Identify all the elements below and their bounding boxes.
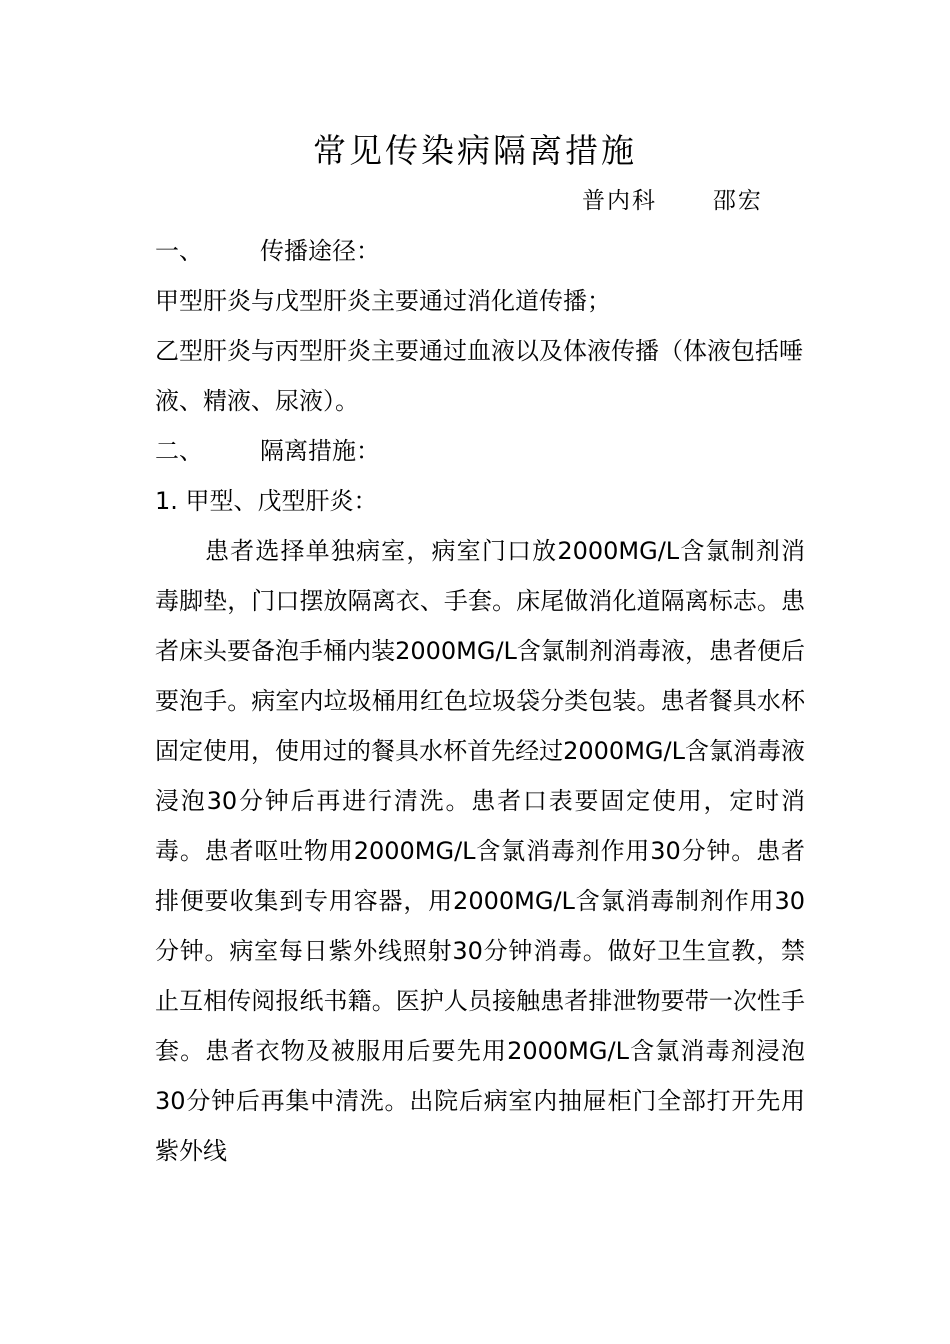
subsection-heading: 1. 甲型、戊型肝炎： (155, 487, 378, 515)
transmission-line-1: 甲型肝炎与戊型肝炎主要通过消化道传播； (155, 287, 611, 315)
document-body (155, 226, 805, 1176)
section-heading-1 (155, 226, 805, 276)
section-heading-2 (155, 426, 805, 476)
section-number: 二、 (155, 437, 203, 465)
section-number: 一、 (155, 237, 203, 265)
section-label: 隔离措施： (260, 437, 380, 465)
author-line: 普内科 邵宏 (582, 188, 763, 214)
document-title: 常见传染病隔离措施 (313, 131, 637, 170)
section-label: 传播途径： (260, 237, 380, 265)
transmission-line-2: 乙型肝炎与丙型肝炎主要通过血液以及体液传播（体液包括唾液、精液、尿液）。 (155, 337, 803, 415)
isolation-paragraph: 患者选择单独病室，病室门口放2000MG/L含氯制剂消毒脚垫，门口摆放隔离衣、手套。床尾做消化道隔离标志。患者床头要备泡手桶内装2000MG/L含氯制剂消毒液，患者便后要泡手。病室内垃圾桶用红色垃圾袋分类包装。患者餐具水杯固定使用，使用过的餐具水杯首先经过2000MG/L含氯消毒液浸泡30分钟后再进行清洗。患者口表要固定使用，定时消毒。患者呕吐物用2000MG/L含氯消毒剂作用30分钟。患者排便要收集到专用容器，用2000MG/L含氯消毒制剂作用30分钟。病室每日紫外线照射30分钟消毒。做好卫生宣教，禁止互相传阅报纸书籍。医护人员接触患者排泄物要带一次性手套。患者衣物及被服用后要先用2000MG/L含氯消毒剂浸泡30分钟后再集中清洗。出院后病室内抽屉柜门全部打开先用紫外线 (155, 537, 805, 1165)
